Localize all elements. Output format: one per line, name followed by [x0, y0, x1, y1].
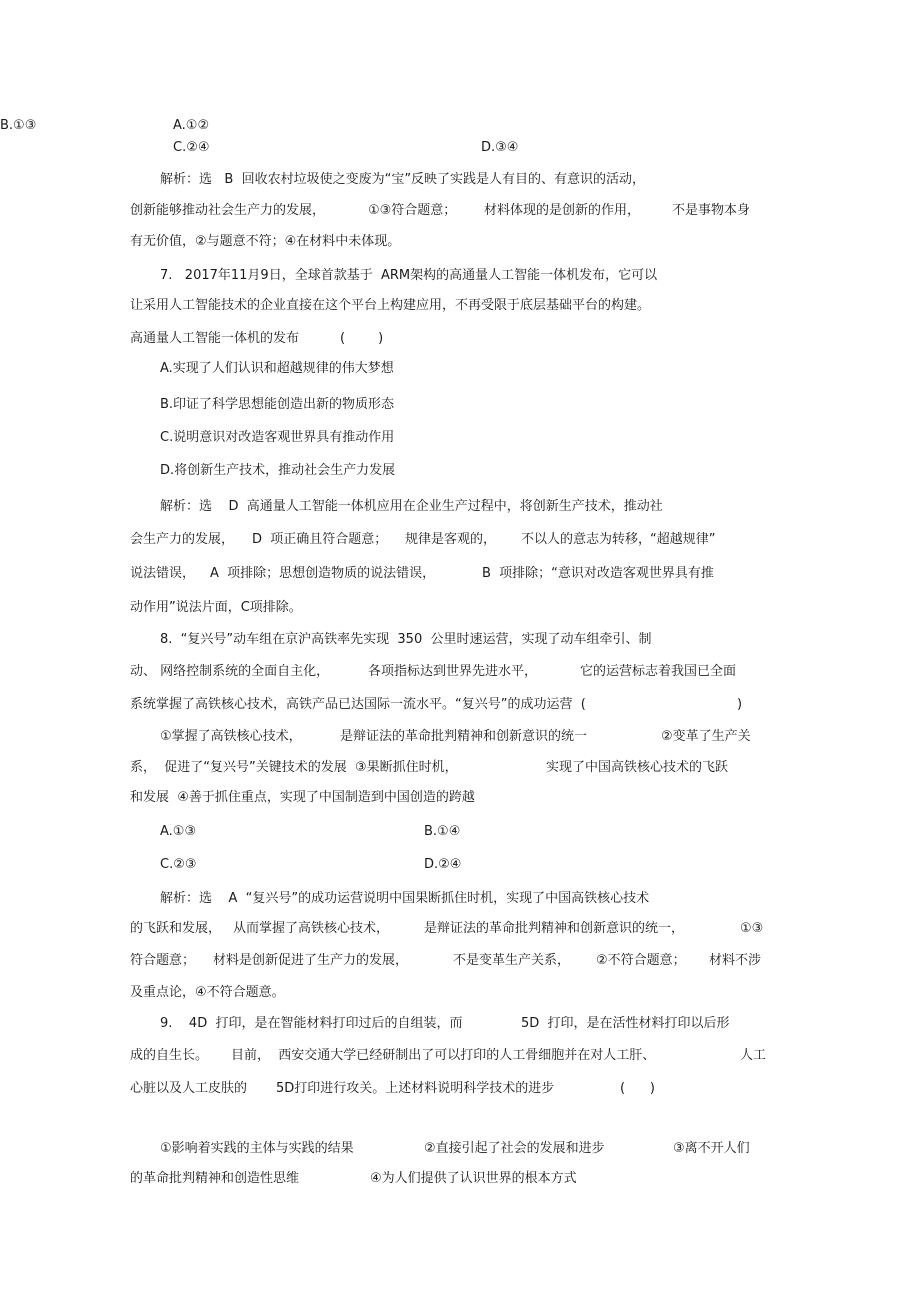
- q6-analysis-line-3: 有无价值，②与题意不符；④在材料中未体现。: [130, 234, 401, 249]
- q9-statement-1b: ②直接引起了社会的发展和进步: [424, 1141, 605, 1156]
- q7-analysis-line-3c: B 项排除；“意识对改造客观世界具有推: [482, 566, 714, 581]
- q8-analysis-line-3e: 材料不涉: [709, 953, 762, 968]
- q6-analysis-line-2b: ①③符合题意；: [368, 203, 457, 218]
- q8-statement-1c: ②变革了生产关: [661, 729, 751, 744]
- q6-option-b-left: B.①③: [0, 118, 37, 133]
- q7-stem-line-3: 高通量人工智能一体机的发布: [130, 331, 300, 346]
- q6-analysis-line-1: 解析：选 B 回收农村垃圾使之变废为“宝”反映了实践是人有目的、有意识的活动，: [160, 172, 646, 187]
- q9-statement-2b: ④为人们提供了认识世界的根本方式: [370, 1171, 577, 1186]
- q7-analysis-line-2d: 不以人的意志为转移，: [521, 532, 652, 547]
- q7-analysis-line-2b: D 项正确且符合题意；: [252, 532, 388, 547]
- q8-analysis-line-2c: 是辩证法的革命批判精神和创新意识的统一，: [424, 921, 685, 936]
- q8-analysis-line-2b: 从而掌握了高铁核心技术，: [233, 921, 390, 936]
- q8-analysis-line-3a: 符合题意；: [130, 953, 196, 968]
- q8-statement-2a: 系， 促进了“复兴号”关键技术的发展 ③果断抓住时机，: [130, 760, 458, 775]
- q8-statement-1b: 是辩证法的革命批判精神和创新意识的统一: [340, 729, 588, 744]
- q7-analysis-line-2e: “超越规律”: [650, 532, 716, 547]
- q6-option-c: C.②④: [173, 140, 210, 155]
- q7-stem-line-1: 7. 2017年11月9日，全球首款基于 ARM架构的高通量人工智能一体机发布，它可以: [160, 268, 658, 283]
- q9-stem-line-1b: 5D 打印，是在活性材料打印以后形: [521, 1016, 730, 1031]
- q8-stem-line-2c: 它的运营标志着我国已全面: [580, 664, 737, 679]
- q7-option-d: D.将创新生产技术，推动社会生产力发展: [160, 463, 396, 478]
- q8-analysis-line-3c: 不是变革生产关系，: [453, 953, 571, 968]
- q7-option-c: C.说明意识对改造客观世界具有推动作用: [160, 430, 395, 445]
- q8-analysis-line-3b: 材料是创新促进了生产力的发展，: [213, 953, 409, 968]
- q7-analysis-line-2c: 规律是客观的，: [405, 532, 497, 547]
- q9-stem-line-2b: 目前， 西安交通大学已经研制出了可以打印的人工骨细胞并在对人工肝、: [231, 1048, 656, 1063]
- q8-statement-2b: 实现了中国高铁核心技术的飞跃: [546, 760, 729, 775]
- q6-analysis-line-2a: 创新能够推动社会生产力的发展，: [130, 203, 326, 218]
- q8-statement-3: 和发展 ④善于抓住重点，实现了中国制造到中国创造的跨越: [130, 790, 475, 805]
- q7-analysis-line-3a: 说法错误，: [130, 566, 196, 581]
- q7-stem-line-2: 让采用人工智能技术的企业直接在这个平台上构建应用，不再受限于底层基础平台的构建。: [130, 298, 651, 313]
- q8-option-d: D.②④: [424, 857, 462, 872]
- q8-statement-1a: ①掌握了高铁核心技术，: [160, 729, 302, 744]
- q8-analysis-line-1: 解析：选 A “复兴号”的成功运营说明中国果断抓住时机，实现了中国高铁核心技术: [160, 891, 650, 906]
- q6-analysis-line-2d: 不是事物本身: [672, 203, 751, 218]
- q7-answer-bracket: ( ): [340, 331, 384, 346]
- q8-option-a: A.①③: [160, 824, 197, 839]
- q8-analysis-line-3d: ②不符合题意；: [596, 953, 686, 968]
- q7-option-b: B.印证了科学思想能创造出新的物质形态: [160, 397, 395, 412]
- q7-analysis-line-1: 解析：选 D 高通量人工智能一体机应用在企业生产过程中，将创新生产技术，推动社: [160, 499, 663, 514]
- q7-analysis-line-4: 动作用”说法片面，C项排除。: [130, 600, 302, 615]
- q8-analysis-line-4: 及重点论，④不符合题意。: [130, 985, 285, 1000]
- q8-stem-line-3: 系统掌握了高铁核心技术，高铁产品已达国际一流水平。“复兴号”的成功运营 (: [130, 697, 586, 712]
- q7-option-a: A.实现了人们认识和超越规律的伟大梦想: [160, 361, 394, 376]
- q9-statement-1a: ①影响着实践的主体与实践的结果: [160, 1141, 354, 1156]
- q8-stem-line-2a: 动、 网络控制系统的全面自主化，: [130, 664, 330, 679]
- q8-stem-line-2b: 各项指标达到世界先进水平，: [368, 664, 538, 679]
- q9-stem-line-1a: 9. 4D 打印，是在智能材料打印过后的自组装，而: [160, 1016, 463, 1031]
- q8-option-c: C.②③: [160, 857, 197, 872]
- q8-analysis-line-2d: ①③: [740, 921, 764, 936]
- q6-option-d: D.③④: [481, 140, 519, 155]
- q9-answer-bracket: ( ): [620, 1081, 655, 1096]
- q9-statement-2a: 的革命批判精神和创造性思维: [130, 1171, 300, 1186]
- q9-stem-line-2a: 成的自生长。: [130, 1048, 209, 1063]
- q8-option-b: B.①④: [424, 824, 461, 839]
- q9-stem-line-3a: 心脏以及人工皮肤的: [130, 1081, 248, 1096]
- q6-option-a: A.①②: [173, 118, 210, 133]
- q7-analysis-line-3b: A 项排除；思想创造物质的说法错误，: [210, 566, 436, 581]
- q8-stem-line-1: 8. “复兴号”动车组在京沪高铁率先实现 350 公里时速运营，实现了动车组牵引、制: [160, 632, 652, 647]
- q9-stem-line-3b: 5D打印进行攻关。上述材料说明科学技术的进步: [276, 1081, 555, 1096]
- q8-answer-bracket-close: ): [737, 697, 743, 712]
- q7-analysis-line-2a: 会生产力的发展，: [130, 532, 235, 547]
- q8-analysis-line-2a: 的飞跃和发展，: [130, 921, 222, 936]
- q6-analysis-line-2c: 材料体现的是创新的作用，: [484, 203, 641, 218]
- q9-stem-line-2c: 人工: [740, 1048, 767, 1063]
- q9-statement-1c: ③离不开人们: [673, 1141, 750, 1156]
